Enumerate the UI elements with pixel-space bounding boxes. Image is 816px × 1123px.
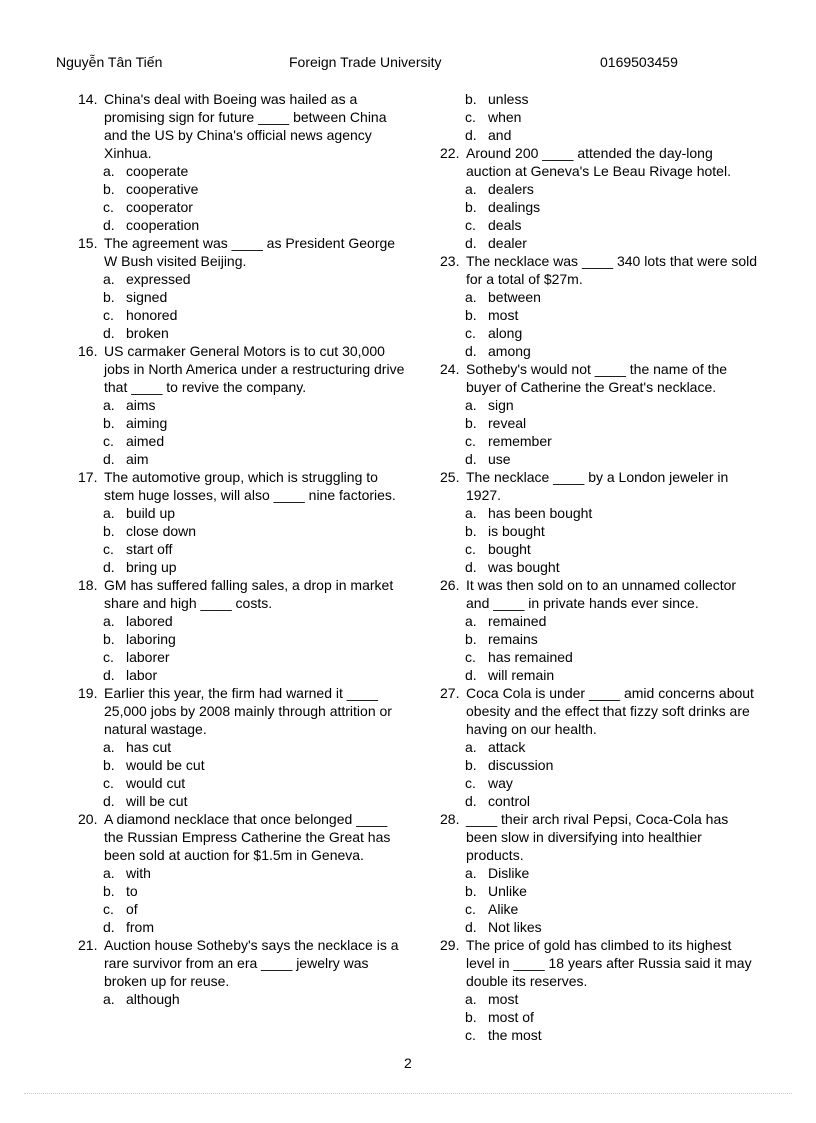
answer-option (440, 990, 760, 1008)
option-letter: b. (103, 181, 115, 197)
question-number: 20. (78, 811, 98, 827)
answer-option (440, 90, 760, 108)
option-letter: c. (465, 1027, 476, 1043)
option-letter: b. (465, 307, 477, 323)
option-letter: d. (465, 343, 477, 359)
option-letter: c. (465, 217, 476, 233)
question-number: 17. (78, 469, 98, 485)
option-letter: a. (103, 397, 115, 413)
option-letter: d. (103, 325, 115, 341)
option-text: cooperator (126, 199, 193, 215)
option-letter: a. (465, 613, 477, 629)
option-text: reveal (488, 415, 527, 431)
answer-option (78, 756, 408, 774)
options-list (78, 864, 408, 936)
option-text: cooperate (126, 163, 189, 179)
option-text: will be cut (126, 793, 188, 809)
option-letter: b. (465, 631, 477, 647)
answer-option (78, 612, 408, 630)
answer-option (440, 450, 760, 468)
option-text: labor (126, 667, 158, 683)
answer-option (78, 324, 408, 342)
option-letter: a. (103, 271, 115, 287)
question-item (78, 936, 408, 990)
left-column (78, 90, 408, 1008)
options-list (440, 504, 760, 576)
author-name: Nguyễn Tân Tiến (56, 54, 163, 70)
option-letter: c. (103, 649, 114, 665)
answer-option (78, 522, 408, 540)
question-item (440, 252, 760, 288)
option-letter: a. (103, 163, 115, 179)
question-text: GM has suffered falling sales, a drop in market share and high ____ costs. (104, 577, 394, 611)
question-number: 16. (78, 343, 98, 359)
question-text: The price of gold has climbed to its highest level in ____ 18 years after Russia said it may double its reserves. (466, 937, 752, 989)
answer-option (78, 630, 408, 648)
option-text: aiming (126, 415, 168, 431)
answer-option (440, 792, 760, 810)
option-letter: b. (103, 757, 115, 773)
question-item (78, 342, 408, 396)
options-list (440, 288, 760, 360)
option-text: aims (126, 397, 156, 413)
answer-option (440, 666, 760, 684)
answer-option (440, 648, 760, 666)
option-text: dealer (488, 235, 527, 251)
question-text: Around 200 ____ attended the day-long auction at Geneva's Le Beau Rivage hotel. (466, 145, 731, 179)
option-letter: a. (103, 991, 115, 1007)
question-text: The necklace ____ by a London jeweler in 1927. (466, 469, 729, 503)
option-text: most (488, 307, 519, 323)
option-letter: d. (103, 217, 115, 233)
options-list (78, 738, 408, 810)
options-list (78, 396, 408, 468)
question-item (440, 684, 760, 738)
answer-option (78, 198, 408, 216)
option-text: and (488, 127, 512, 143)
answer-option (440, 396, 760, 414)
answer-option (78, 990, 408, 1008)
answer-option (78, 216, 408, 234)
answer-option (440, 558, 760, 576)
option-text: honored (126, 307, 178, 323)
option-letter: a. (465, 289, 477, 305)
option-letter: a. (103, 613, 115, 629)
option-letter: b. (103, 883, 115, 899)
option-text: would cut (126, 775, 186, 791)
answer-option (78, 666, 408, 684)
answer-option (440, 1026, 760, 1044)
option-text: control (488, 793, 531, 809)
answer-option (440, 198, 760, 216)
options-list (78, 990, 408, 1008)
option-text: remained (488, 613, 547, 629)
footer-divider (24, 1093, 792, 1094)
option-letter: d. (103, 793, 115, 809)
option-letter: d. (465, 667, 477, 683)
question-text: China's deal with Boeing was hailed as a promising sign for future ____ between China and the US by China's official news agency Xinhua. (104, 91, 387, 161)
page-number: 2 (404, 1055, 412, 1071)
option-letter: c. (103, 199, 114, 215)
option-letter: c. (465, 325, 476, 341)
answer-option (78, 396, 408, 414)
answer-option (440, 414, 760, 432)
options-list (440, 180, 760, 252)
question-text: The necklace was ____ 340 lots that were sold for a total of $27m. (466, 253, 758, 287)
answer-option (440, 432, 760, 450)
option-letter: a. (103, 505, 115, 521)
option-text: deals (488, 217, 522, 233)
question-number: 27. (440, 685, 460, 701)
option-text: bring up (126, 559, 177, 575)
option-text: aim (126, 451, 149, 467)
option-text: cooperation (126, 217, 200, 233)
option-letter: b. (465, 415, 477, 431)
options-list (440, 990, 760, 1044)
option-letter: d. (103, 667, 115, 683)
option-letter: a. (465, 739, 477, 755)
answer-option (78, 450, 408, 468)
answer-option (440, 756, 760, 774)
answer-option (440, 882, 760, 900)
option-letter: c. (465, 109, 476, 125)
option-text: build up (126, 505, 176, 521)
question-text: Coca Cola is under ____ amid concerns about obesity and the effect that fizzy soft drinks are having on our health. (466, 685, 754, 737)
question-text: Sotheby's would not ____ the name of the buyer of Catherine the Great's necklace. (466, 361, 728, 395)
option-text: Not likes (488, 919, 542, 935)
answer-option (78, 900, 408, 918)
option-letter: c. (465, 649, 476, 665)
option-letter: c. (465, 433, 476, 449)
answer-option (78, 270, 408, 288)
option-letter: b. (103, 415, 115, 431)
option-letter: d. (465, 793, 477, 809)
option-text: would be cut (126, 757, 205, 773)
right-column-questions (440, 144, 760, 1044)
option-letter: a. (465, 991, 477, 1007)
option-letter: c. (465, 541, 476, 557)
option-letter: b. (103, 631, 115, 647)
option-text: remains (488, 631, 538, 647)
answer-option (78, 540, 408, 558)
answer-option (440, 180, 760, 198)
answer-option (440, 774, 760, 792)
option-text: attack (488, 739, 526, 755)
answer-option (440, 738, 760, 756)
option-letter: c. (465, 901, 476, 917)
answer-option (440, 306, 760, 324)
option-text: along (488, 325, 523, 341)
option-letter: a. (103, 739, 115, 755)
options-list (78, 162, 408, 234)
question-item (78, 468, 408, 504)
option-text: most (488, 991, 519, 1007)
question-item (440, 468, 760, 504)
option-letter: b. (465, 199, 477, 215)
option-text: was bought (488, 559, 560, 575)
option-text: has remained (488, 649, 573, 665)
question-item (78, 90, 408, 162)
answer-option (440, 612, 760, 630)
answer-option (78, 288, 408, 306)
option-text: discussion (488, 757, 554, 773)
option-letter: c. (465, 775, 476, 791)
question-text: The agreement was ____ as President George W Bush visited Beijing. (104, 235, 396, 269)
options-list (440, 738, 760, 810)
institution-name: Foreign Trade University (289, 54, 442, 70)
option-text: is bought (488, 523, 545, 539)
option-text: Alike (488, 901, 519, 917)
option-text: to (126, 883, 138, 899)
option-text: of (126, 901, 138, 917)
option-letter: b. (465, 883, 477, 899)
option-letter: d. (465, 127, 477, 143)
option-letter: b. (465, 523, 477, 539)
answer-option (440, 234, 760, 252)
option-text: laboring (126, 631, 176, 647)
option-text: the most (488, 1027, 542, 1043)
option-text: Dislike (488, 865, 530, 881)
answer-option (78, 432, 408, 450)
question-number: 21. (78, 937, 98, 953)
answer-option (78, 504, 408, 522)
option-text: close down (126, 523, 197, 539)
question-item (440, 810, 760, 864)
answer-option (440, 504, 760, 522)
option-text: has been bought (488, 505, 593, 521)
question-item (78, 576, 408, 612)
question-number: 15. (78, 235, 98, 251)
answer-option (78, 918, 408, 936)
options-list (78, 270, 408, 342)
question-item (440, 576, 760, 612)
question-number: 24. (440, 361, 460, 377)
question-number: 14. (78, 91, 98, 107)
answer-option (440, 216, 760, 234)
option-text: unless (488, 91, 529, 107)
option-letter: d. (103, 919, 115, 935)
answer-option (440, 288, 760, 306)
answer-option (440, 540, 760, 558)
answer-option (440, 864, 760, 882)
option-letter: c. (103, 433, 114, 449)
answer-option (78, 774, 408, 792)
option-text: Unlike (488, 883, 527, 899)
page-header (0, 52, 816, 72)
phone-number: 0169503459 (600, 54, 678, 70)
question-item (440, 360, 760, 396)
option-text: most of (488, 1009, 534, 1025)
continued-options (440, 90, 760, 144)
question-text: It was then sold on to an unnamed collector and ____ in private hands ever since. (466, 577, 737, 611)
answer-option (440, 324, 760, 342)
answer-option (78, 792, 408, 810)
answer-option (78, 558, 408, 576)
option-text: start off (126, 541, 173, 557)
question-text: US carmaker General Motors is to cut 30,000 jobs in North America under a restructuring drive that ____ to revive the company. (104, 343, 405, 395)
option-text: bought (488, 541, 531, 557)
option-text: way (488, 775, 513, 791)
question-text: Auction house Sotheby's says the necklace is a rare survivor from an era ____ jewelry was broken up for reuse. (104, 937, 399, 989)
question-number: 23. (440, 253, 460, 269)
option-text: broken (126, 325, 169, 341)
option-letter: a. (465, 505, 477, 521)
option-text: cooperative (126, 181, 199, 197)
option-letter: a. (465, 181, 477, 197)
option-letter: c. (103, 775, 114, 791)
question-text: Earlier this year, the firm had warned it ____ 25,000 jobs by 2008 mainly through attrition or natural wastage. (104, 685, 392, 737)
answer-option (440, 1008, 760, 1026)
option-letter: a. (465, 397, 477, 413)
option-letter: b. (103, 289, 115, 305)
option-text: aimed (126, 433, 165, 449)
option-text: although (126, 991, 180, 1007)
answer-option (78, 882, 408, 900)
question-number: 18. (78, 577, 98, 593)
option-letter: b. (465, 91, 477, 107)
answer-option (440, 522, 760, 540)
option-letter: d. (465, 235, 477, 251)
question-item (440, 144, 760, 180)
option-text: from (126, 919, 154, 935)
option-letter: c. (103, 901, 114, 917)
options-list (440, 864, 760, 936)
option-letter: d. (103, 451, 115, 467)
option-text: dealings (488, 199, 541, 215)
option-letter: c. (103, 307, 114, 323)
answer-option (78, 180, 408, 198)
option-letter: d. (465, 919, 477, 935)
answer-option (78, 414, 408, 432)
answer-option (440, 342, 760, 360)
question-number: 22. (440, 145, 460, 161)
answer-option (78, 306, 408, 324)
question-item (78, 684, 408, 738)
option-letter: d. (465, 559, 477, 575)
answer-option (440, 918, 760, 936)
option-letter: a. (103, 865, 115, 881)
question-number: 29. (440, 937, 460, 953)
options-list (440, 612, 760, 684)
question-number: 26. (440, 577, 460, 593)
option-letter: c. (103, 541, 114, 557)
answer-option (78, 648, 408, 666)
question-item (78, 810, 408, 864)
option-text: will remain (488, 667, 555, 683)
answer-option (78, 162, 408, 180)
question-text: The automotive group, which is struggling to stem huge losses, will also ____ nine factories. (104, 469, 396, 503)
option-text: labored (126, 613, 173, 629)
option-letter: a. (465, 865, 477, 881)
option-text: dealers (488, 181, 534, 197)
option-letter: b. (465, 757, 477, 773)
option-letter: d. (103, 559, 115, 575)
question-number: 28. (440, 811, 460, 827)
answer-option (440, 108, 760, 126)
options-list (78, 504, 408, 576)
option-text: has cut (126, 739, 172, 755)
option-text: sign (488, 397, 514, 413)
question-text: ____ their arch rival Pepsi, Coca-Cola has been slow in diversifying into healthier products. (466, 811, 729, 863)
option-text: expressed (126, 271, 191, 287)
options-list (440, 396, 760, 468)
question-item (78, 234, 408, 270)
answer-option (78, 738, 408, 756)
question-text: A diamond necklace that once belonged ____ the Russian Empress Catherine the Great has been sold at auction for $1.5m in Geneva. (104, 811, 391, 863)
question-number: 19. (78, 685, 98, 701)
question-item (440, 936, 760, 990)
question-number: 25. (440, 469, 460, 485)
option-text: with (126, 865, 151, 881)
option-text: between (488, 289, 541, 305)
option-text: remember (488, 433, 552, 449)
options-list (78, 612, 408, 684)
right-column (440, 90, 760, 1044)
option-text: when (488, 109, 522, 125)
option-text: among (488, 343, 531, 359)
answer-option (440, 630, 760, 648)
option-letter: b. (465, 1009, 477, 1025)
option-letter: d. (465, 451, 477, 467)
option-text: signed (126, 289, 168, 305)
option-letter: b. (103, 523, 115, 539)
answer-option (440, 900, 760, 918)
option-text: use (488, 451, 511, 467)
option-text: laborer (126, 649, 170, 665)
answer-option (78, 864, 408, 882)
answer-option (440, 126, 760, 144)
